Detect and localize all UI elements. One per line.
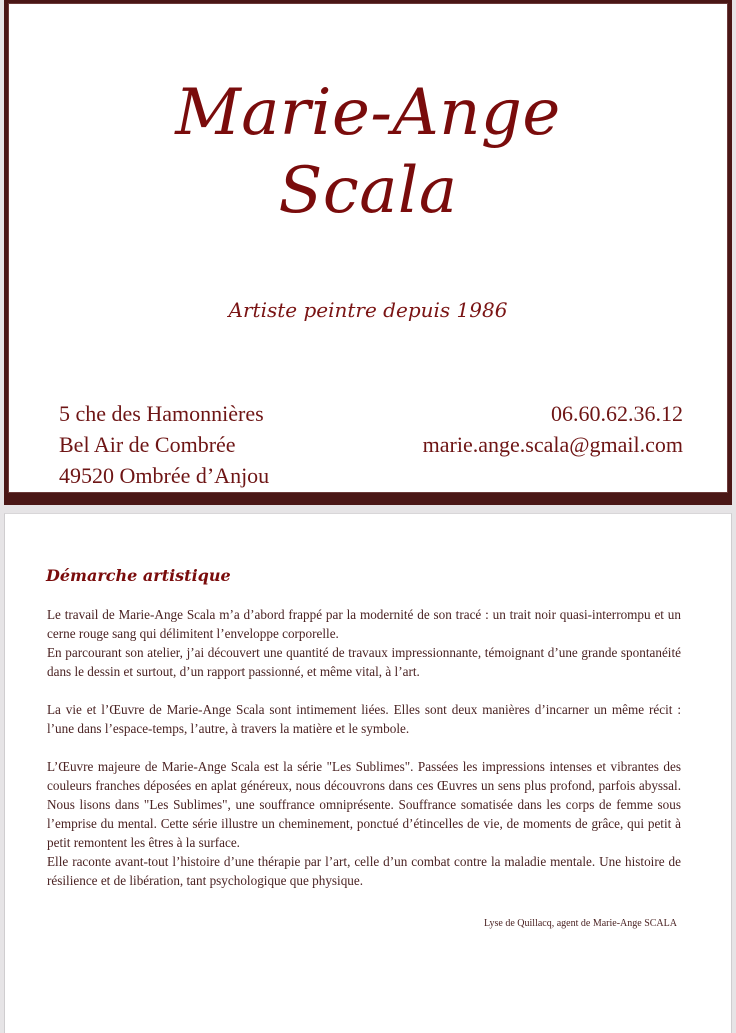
address-street: 5 che des Hamonnières — [59, 401, 264, 426]
paragraph-1-line-1: Le travail de Marie-Ange Scala m’a d’abord frappé par la modernité de son tracé : un trait noir quasi-interrompu et un cerne rouge sang qui délimitent l’enveloppe corporelle. — [47, 607, 681, 641]
address-city: 49520 Ombrée d’Anjou — [59, 463, 270, 488]
paragraph-1-line-2: En parcourant son atelier, j’ai découvert une quantité de travaux impressionnante, témoignant d’une grande spontanéité dans le dessin et surtout, d’un rapport passionné, et même vital, à l’art. — [47, 645, 681, 679]
postal-address — [59, 398, 269, 491]
address-locality: Bel Air de Combrée — [59, 432, 236, 457]
signature: Lyse de Quillacq, agent de Marie-Ange SCALA — [483, 918, 677, 929]
paragraph-2 — [47, 700, 681, 738]
artist-name — [9, 74, 727, 230]
phone-number: 06.60.62.36.12 — [551, 401, 683, 426]
artist-first-name: Marie-Ange — [175, 76, 561, 150]
business-card-face — [8, 3, 728, 493]
paragraph-2-line-1: La vie et l’Œuvre de Marie-Ange Scala sont intimement liées. Elles sont deux manières d’incarner un même récit : l’une dans l’espace-temps, l’autre, à travers la matière et le symbole. — [47, 702, 681, 736]
tagline: Artiste peintre depuis 1986 — [228, 298, 508, 322]
paragraph-1 — [47, 605, 681, 681]
business-card — [4, 0, 732, 505]
email-address: marie.ange.scala@gmail.com — [422, 432, 683, 457]
paragraph-3 — [47, 757, 681, 890]
contact-info — [423, 398, 683, 460]
artistic-statement-page — [4, 513, 732, 1033]
statement-body — [47, 605, 681, 909]
artist-last-name: Scala — [278, 154, 458, 228]
paragraph-3-line-1: L’Œuvre majeure de Marie-Ange Scala est la série "Les Sublimes". Passées les impressions intenses et vibrantes des couleurs franches déposées en aplat généreux, nous découvrons dans ces Œuvres un sens plus profond, parfois abyssal. Nous lisons dans "Les Sublimes", une souffrance omniprésente. Souffrance somatisée dans les corps de femme sous l’emprise du mental. Cette série illustre un cheminement, ponctué d’étincelles de vie, de moments de grâce, qui petit à petit remontent les êtres à la surface. — [47, 759, 681, 850]
section-title: Démarche artistique — [46, 566, 231, 585]
paragraph-3-line-2: Elle raconte avant-tout l’histoire d’une thérapie par l’art, celle d’un combat contre la maladie mentale. Une histoire de résilience et de libération, tant psychologique que physique. — [47, 854, 681, 888]
